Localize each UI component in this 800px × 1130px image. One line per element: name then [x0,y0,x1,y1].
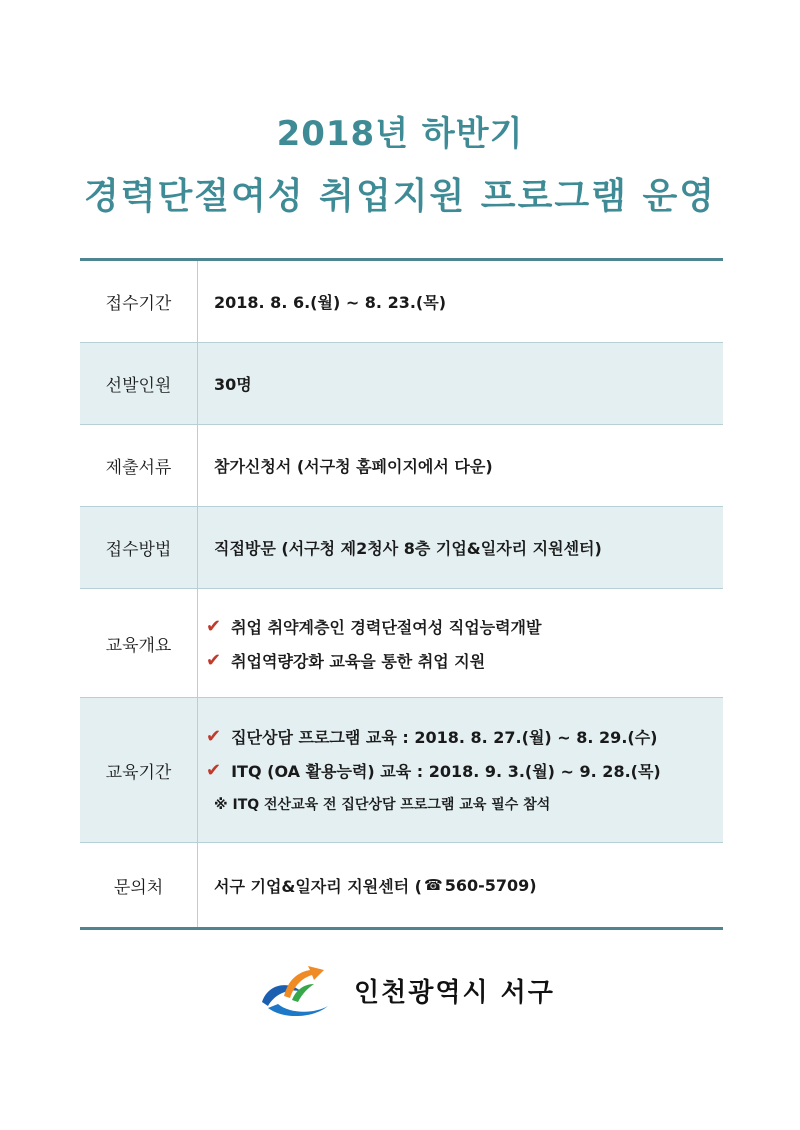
title-line-1: 2018년 하반기 [276,114,524,154]
schedule-note: ※ ITQ 전산교육 전 집단상담 프로그램 교육 필수 참석 [214,797,551,813]
contact-phone: 560-5709) [444,875,537,895]
table-row-overview [80,589,723,698]
list-item-text: 취업역량강화 교육을 통한 취업 지원 [231,651,486,671]
incheon-seo-gu-logo [258,962,338,1022]
row-label: 교육기간 [80,698,198,842]
table-row-selection [80,343,723,425]
list-item-text: ITQ (OA 활용능력) 교육 : 2018. 9. 3.(월) ~ 9. 28.(목) [231,761,661,781]
row-label: 선발인원 [80,343,198,424]
list-item [206,753,723,787]
telephone-icon: ☎ [424,876,443,894]
row-label: 접수방법 [80,507,198,588]
checkmark-icon: ✔ [206,759,222,781]
row-label: 문의처 [80,843,198,927]
contact-text: 서구 기업&일자리 지원센터 ( [214,876,422,896]
list-item [206,643,723,677]
organization-name: 인천광역시 서구 [354,978,555,1008]
table-row-documents [80,425,723,507]
row-value: 2018. 8. 6.(월) ~ 8. 23.(목) [214,293,447,312]
checkmark-icon: ✔ [206,725,222,747]
table-row-contact [80,843,723,927]
row-value: 30명 [214,375,252,394]
row-value: 참가신청서 (서구청 홈페이지에서 다운) [214,457,493,476]
row-label: 접수기간 [80,261,198,342]
checkmark-icon: ✔ [206,649,222,671]
row-label: 제출서류 [80,425,198,506]
list-item [206,719,723,753]
checkmark-icon: ✔ [206,615,222,637]
list-item-text: 취업 취약계층인 경력단절여성 직업능력개발 [231,617,542,637]
list-item [206,609,723,643]
table-row-application-period [80,261,723,343]
list-item-text: 집단상담 프로그램 교육 : 2018. 8. 27.(월) ~ 8. 29.(수) [231,727,658,747]
row-label: 교육개요 [80,589,198,697]
table-row-schedule [80,698,723,843]
title-line-2: 경력단절여성 취업지원 프로그램 운영 [83,176,717,217]
table-row-method [80,507,723,589]
row-value: 직접방문 (서구청 제2청사 8층 기업&일자리 지원센터) [214,539,602,558]
info-table [80,258,723,930]
